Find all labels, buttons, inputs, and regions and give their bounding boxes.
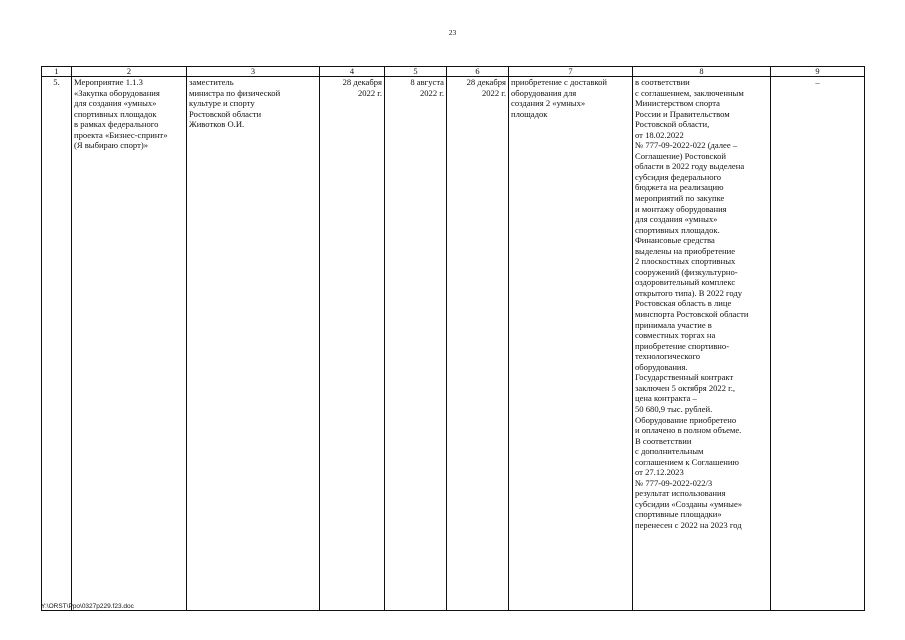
responsible-person: заместитель министра по физической культуре и спорту Ростовской области Животков О.И.	[187, 77, 320, 611]
page-number: 23	[448, 28, 457, 37]
planned-result: приобретение с доставкой оборудования для создания 2 «умных» площадок	[509, 77, 633, 611]
planned-date: 28 декабря 2022 г.	[320, 77, 385, 611]
column-number: 9	[771, 67, 865, 77]
row-number: 5.	[42, 77, 72, 611]
file-path-footer: Y:\ORST\Ppo\0327p229.f23.doc	[41, 603, 134, 610]
column-number: 4	[320, 67, 385, 77]
column-number: 8	[633, 67, 771, 77]
column-number: 7	[509, 67, 633, 77]
report-table	[41, 66, 865, 611]
column-number: 2	[72, 67, 187, 77]
actual-start-date: 8 августа 2022 г.	[385, 77, 447, 611]
actual-result: в соответствии с соглашением, заключенным Министерством спорта России и Правительством Ростовской области, от 18.02.2022 № 777-09-2022-022 (далее – Соглашение) Ростовской области в 2022 году выделена субсидия федерального бюджета на реализацию мероприятий по закупке и монтажу оборудования для создания «умных» спортивных площадок. Финансовые средства выделены на приобретение 2 плоскостных спортивных сооружений (физкультурно- оздоровительный комплекс открытого типа). В 2022 году Ростовская область в лице минспорта Ростовской области принимала участие в совместных торгах на приобретение спортивно- технологического оборудования. Государственный контракт заключен 5 октября 2022 г., цена контракта – 50 680,9 тыс. рублей. Оборудование приобретено и оплачено в полном объеме. В соответствии с дополнительным соглашением к Соглашению от 27.12.2023 № 777-09-2022-022/3 результат использования субсидии «Созданы «умные» спортивные площадки» перенесен с 2022 на 2023 год	[633, 77, 771, 611]
problems-cell: –	[771, 77, 865, 611]
column-number: 3	[187, 67, 320, 77]
table-row	[42, 77, 865, 611]
column-number: 6	[447, 67, 509, 77]
column-number: 1	[42, 67, 72, 77]
column-number-row	[42, 67, 865, 77]
column-number: 5	[385, 67, 447, 77]
event-name: Мероприятие 1.1.3 «Закупка оборудования для создания «умных» спортивных площадок в рамках федерального проекта «Бизнес-спринт» (Я выбираю спорт)»	[72, 77, 187, 611]
actual-end-date: 28 декабря 2022 г.	[447, 77, 509, 611]
